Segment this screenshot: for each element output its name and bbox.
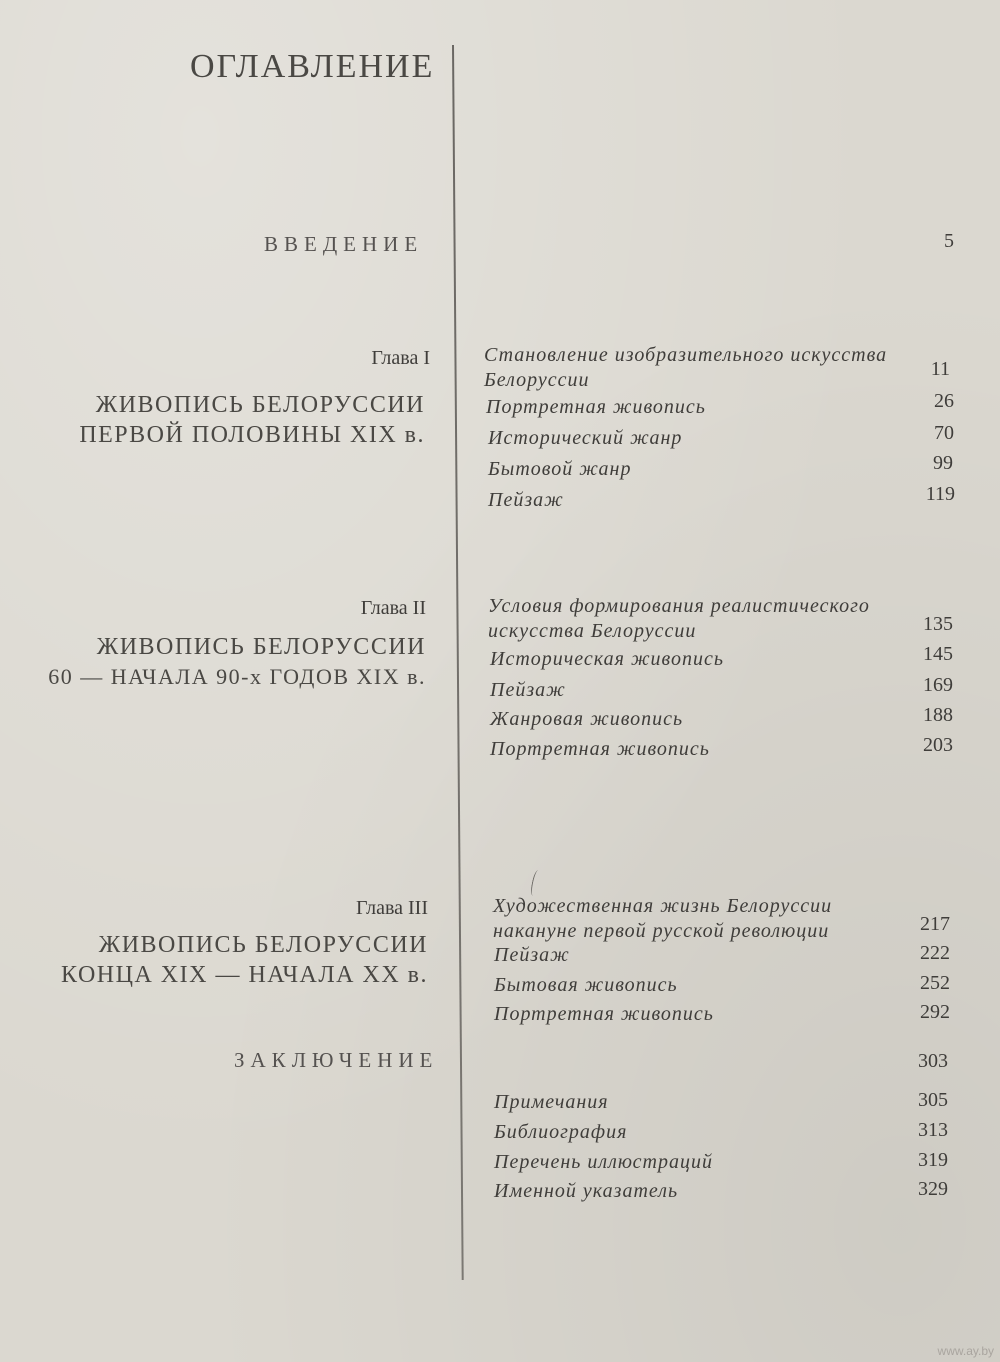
toc-entry: Бытовая живопись bbox=[494, 974, 678, 996]
toc-page: 222 bbox=[920, 942, 950, 964]
toc-page: 145 bbox=[923, 643, 953, 665]
toc-entry-line: искусства Белоруссии bbox=[488, 620, 697, 642]
appendix-entry: Именной указатель bbox=[494, 1180, 679, 1202]
toc-page: 99 bbox=[933, 452, 953, 474]
toc-entry bbox=[484, 343, 887, 393]
toc-entry: Портретная живопись bbox=[486, 396, 706, 418]
chapter-2-title-line: ЖИВОПИСЬ БЕЛОРУССИИ bbox=[96, 634, 426, 660]
toc-entry: Портретная живопись bbox=[494, 1003, 714, 1025]
toc-page: 70 bbox=[934, 422, 954, 444]
toc-entry-line: Художественная жизнь Белоруссии bbox=[493, 895, 833, 917]
appendix-entry: Перечень иллюстраций bbox=[494, 1151, 713, 1173]
toc-page: 169 bbox=[923, 674, 953, 696]
intro-page: 5 bbox=[944, 230, 954, 252]
toc-entry: Пейзаж bbox=[490, 679, 566, 701]
conclusion-page: 303 bbox=[918, 1050, 948, 1072]
watermark: www.ay.by bbox=[937, 1344, 994, 1358]
toc-entry-line: Становление изобразительного искусства bbox=[484, 344, 888, 366]
appendix-page: 305 bbox=[918, 1089, 948, 1111]
toc-entry: Бытовой жанр bbox=[488, 458, 632, 480]
toc-entry: Жанровая живопись bbox=[490, 708, 684, 730]
chapter-3-label: Глава III bbox=[356, 897, 428, 919]
appendix-entry: Примечания bbox=[494, 1091, 609, 1113]
toc-page: 135 bbox=[923, 613, 953, 635]
toc-entry: Исторический жанр bbox=[488, 427, 683, 449]
chapter-1-title bbox=[60, 390, 425, 450]
toc-page: 119 bbox=[925, 483, 955, 505]
toc-page: 292 bbox=[920, 1001, 950, 1023]
toc-page: 26 bbox=[934, 390, 954, 412]
chapter-1-title-line: ПЕРВОЙ ПОЛОВИНЫ XIX в. bbox=[79, 422, 425, 448]
page-title: ОГЛАВЛЕНИЕ bbox=[190, 48, 435, 85]
chapter-2-label: Глава II bbox=[360, 597, 426, 619]
toc-page: 217 bbox=[920, 913, 950, 935]
toc-entry: Пейзаж bbox=[488, 489, 564, 511]
toc-entry bbox=[488, 594, 870, 644]
chapter-3-title-line: КОНЦА XIX — НАЧАЛА XX в. bbox=[61, 962, 428, 988]
toc-entry-line: накануне первой русской революции bbox=[493, 920, 830, 942]
conclusion-label: ЗАКЛЮЧЕНИЕ bbox=[234, 1048, 439, 1072]
toc-page: 11 bbox=[930, 358, 950, 380]
appendix-page: 319 bbox=[918, 1149, 948, 1171]
chapter-2-title bbox=[40, 632, 426, 692]
toc-entry: Портретная живопись bbox=[490, 738, 710, 760]
toc-page: 188 bbox=[923, 704, 953, 726]
chapter-1-title-line: ЖИВОПИСЬ БЕЛОРУССИИ bbox=[95, 392, 425, 418]
toc-page: 252 bbox=[920, 972, 950, 994]
toc-entry bbox=[493, 894, 832, 944]
chapter-1-label: Глава I bbox=[371, 347, 430, 369]
column-divider bbox=[452, 45, 464, 1280]
toc-entry-line: Условия формирования реалистического bbox=[488, 595, 870, 617]
chapter-3-title-line: ЖИВОПИСЬ БЕЛОРУССИИ bbox=[98, 932, 428, 958]
toc-page: 203 bbox=[923, 734, 953, 756]
chapter-2-title-line: 60 — НАЧАЛА 90-х ГОДОВ XIX в. bbox=[48, 664, 426, 689]
toc-entry: Историческая живопись bbox=[490, 648, 724, 670]
appendix-page: 313 bbox=[918, 1119, 948, 1141]
appendix-entry: Библиография bbox=[494, 1121, 628, 1143]
pencil-mark bbox=[529, 870, 541, 897]
chapter-3-title bbox=[60, 930, 428, 990]
intro-label: ВВЕДЕНИЕ bbox=[264, 232, 424, 256]
appendix-page: 329 bbox=[918, 1178, 948, 1200]
toc-entry: Пейзаж bbox=[494, 944, 570, 966]
toc-entry-line: Белоруссии bbox=[484, 369, 590, 391]
